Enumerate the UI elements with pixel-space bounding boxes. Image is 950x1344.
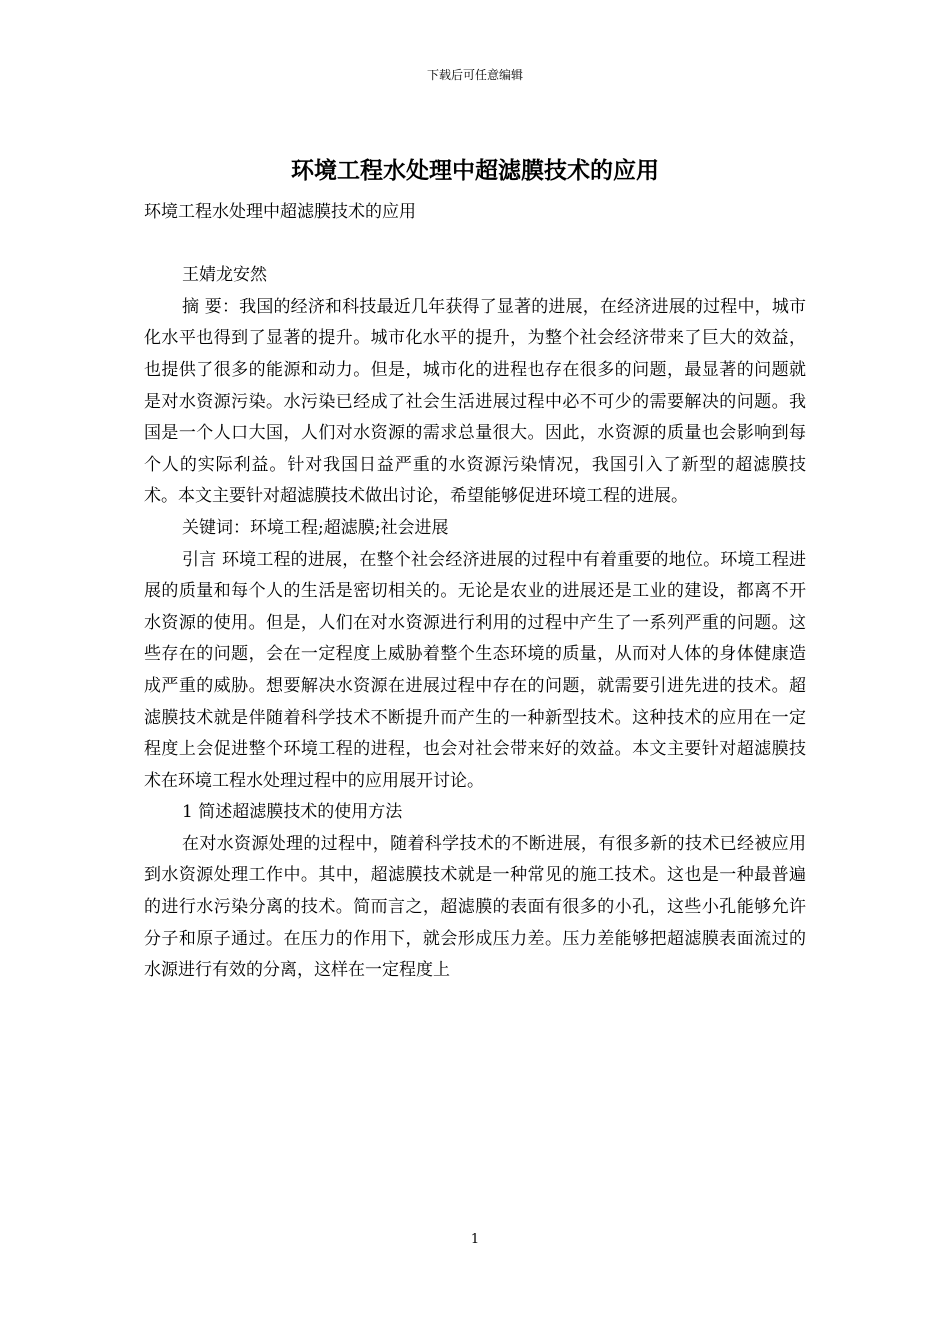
header-note: 下载后可任意编辑 xyxy=(426,68,523,82)
document-subtitle: 环境工程水处理中超滤膜技术的应用 xyxy=(144,202,416,222)
document-body xyxy=(144,197,806,987)
introduction-paragraph: 引言 环境工程的进展，在整个社会经济进展的过程中有着重要的地位。环境工程进展的质量和每个人的生活是密切相关的。无论是农业的进展还是工业的建设，都离不开水资源的使用。但是，人们在对水资源进行利用的过程中产生了一系列严重的问题。这些存在的问题，会在一定程度上威胁着整个生态环境的质量，从而对人体的身体健康造成严重的威胁。想要解决水资源在进展过程中存在的问题，就需要引进先进的技术。超滤膜技术就是伴随着科学技术不断提升而产生的一种新型技术。这种技术的应用在一定程度上会促进整个环境工程的进程，也会对社会带来好的效益。本文主要针对超滤膜技术在环境工程水处理过程中的应用展开讨论。 xyxy=(144,549,806,791)
section-heading: 1 简述超滤膜技术的使用方法 xyxy=(182,802,403,823)
page-number: 1 xyxy=(470,1232,480,1247)
section-paragraph: 在对水资源处理的过程中，随着科学技术的不断进展，有很多新的技术已经被应用到水资源处理工作中。其中，超滤膜技术就是一种常见的施工技术。这也是一种最普遍的进行水污染分离的技术。简而言之，超滤膜的表面有很多的小孔，这些小孔能够允许分子和原子通过。在压力的作用下，就会形成压力差。压力差能够把超滤膜表面流过的水源进行有效的分离，这样在一定程度上 xyxy=(144,833,806,981)
author-line: 王婧龙安然 xyxy=(182,265,267,286)
abstract-paragraph: 摘 要：我国的经济和科技最近几年获得了显著的进展，在经济进展的过程中，城市化水平也得到了显著的提升。城市化水平的提升，为整个社会经济带来了巨大的效益，也提供了很多的能源和动力。但是，城市化的进程也存在很多的问题，最显著的问题就是对水资源污染。水污染已经成了社会生活进展过程中必不可少的需要解决的问题。我国是一个人口大国，人们对水资源的需求总量很大。因此，水资源的质量也会影响到每个人的实际利益。针对我国日益严重的水资源污染情况，我国引入了新型的超滤膜技术。本文主要针对超滤膜技术做出讨论，希望能够促进环境工程的进展。 xyxy=(144,296,806,507)
keywords-line: 关键词：环境工程;超滤膜;社会进展 xyxy=(182,517,449,538)
document-title: 环境工程水处理中超滤膜技术的应用 xyxy=(291,157,659,184)
